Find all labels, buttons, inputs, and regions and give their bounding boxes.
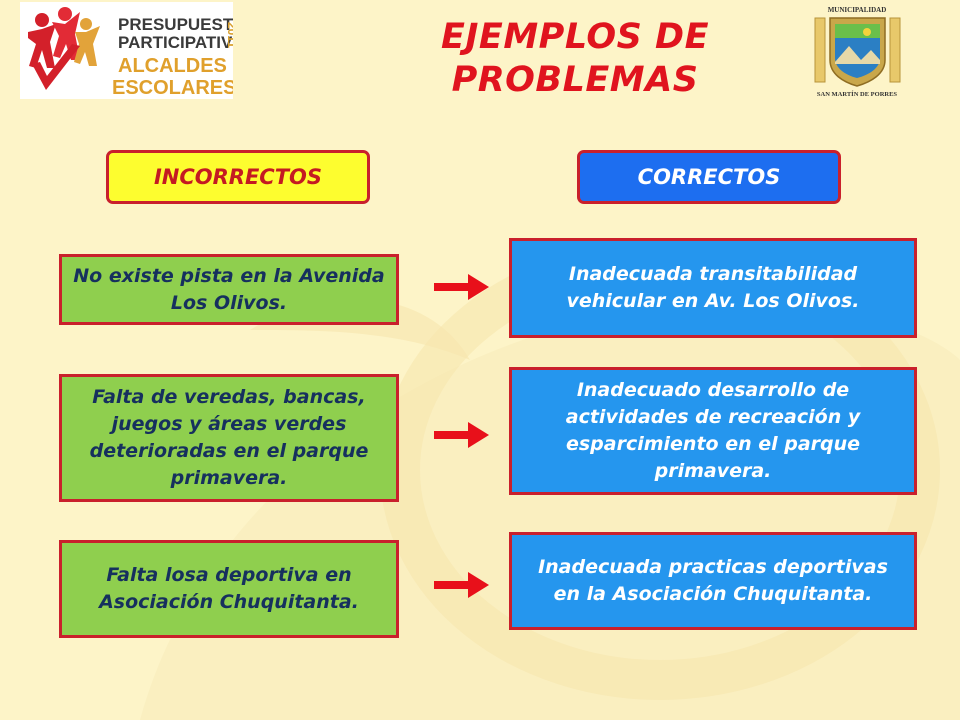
correct-example-3: Inadecuada practicas deportivas en la Asociación Chuquitanta. bbox=[509, 532, 917, 630]
title-line2: PROBLEMAS bbox=[451, 60, 699, 100]
logo-year: 2011 bbox=[225, 22, 233, 49]
correctos-header: CORRECTOS bbox=[577, 150, 841, 204]
seal-bottom-text: SAN MARTÍN DE PORRES bbox=[816, 91, 898, 98]
municipalidad-seal-logo bbox=[805, 2, 910, 99]
logo-line1: PRESUPUEST bbox=[118, 15, 233, 34]
logo-line4: ESCOLARES bbox=[112, 77, 233, 99]
logo-line2: PARTICIPATIVO bbox=[118, 33, 233, 52]
arrow-right-icon bbox=[434, 272, 490, 302]
title-line1: EJEMPLOS DE bbox=[441, 17, 709, 57]
correct-example-2: Inadecuado desarrollo de actividades de recreación y esparcimiento en el parque primavera. bbox=[509, 367, 917, 495]
page-title bbox=[380, 16, 770, 102]
incorrectos-header: INCORRECTOS bbox=[106, 150, 370, 204]
logo-line3: ALCALDES bbox=[118, 55, 227, 77]
correct-example-1: Inadecuada transitabilidad vehicular en Av. Los Olivos. bbox=[509, 238, 917, 338]
incorrect-example-2: Falta de veredas, bancas, juegos y áreas verdes deterioradas en el parque primavera. bbox=[59, 374, 399, 502]
incorrect-example-3: Falta losa deportiva en Asociación Chuquitanta. bbox=[59, 540, 399, 638]
arrow-right-icon bbox=[434, 420, 490, 450]
arrow-right-icon bbox=[434, 570, 490, 600]
incorrect-example-1: No existe pista en la Avenida Los Olivos. bbox=[59, 254, 399, 325]
seal-top-text: MUNICIPALIDAD bbox=[827, 6, 887, 14]
presupuesto-participativo-logo bbox=[20, 2, 233, 99]
